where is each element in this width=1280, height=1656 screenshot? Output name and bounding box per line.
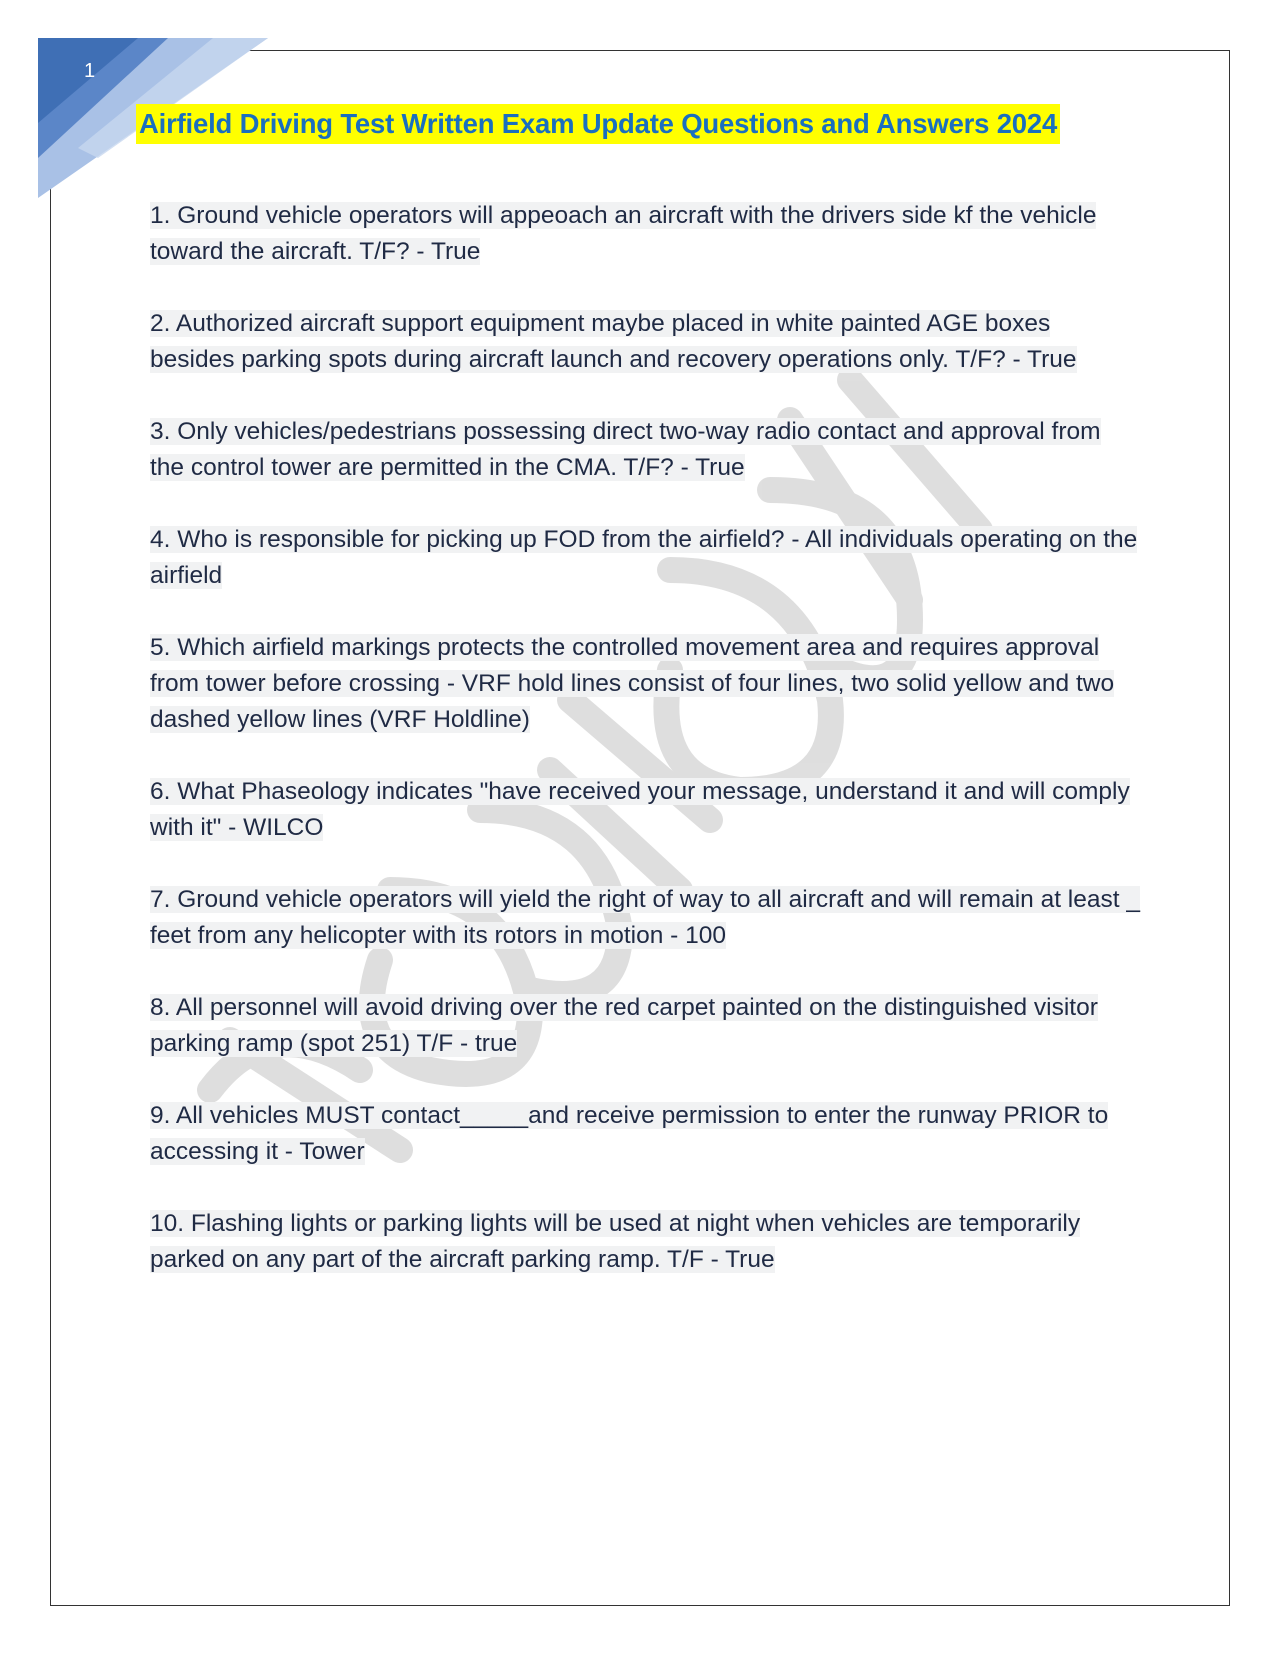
qa-item [150, 198, 1140, 270]
page-number: 1 [84, 60, 96, 82]
qa-item-text: 6. What Phaseology indicates "have received your message, understand it and will comply with it" - WILCO [150, 778, 1130, 841]
qa-item-text: 10. Flashing lights or parking lights will be used at night when vehicles are temporarily parked on any part of the aircraft parking ramp. T/F - True [150, 1210, 1081, 1273]
qa-item-text: 4. Who is responsible for picking up FOD from the airfield? - All individuals operating on the airfield [150, 526, 1138, 589]
qa-item [150, 1206, 1140, 1278]
qa-item-text: 1. Ground vehicle operators will appeoach an aircraft with the drivers side kf the vehicle toward the aircraft. T/F? - True [150, 202, 1097, 265]
qa-item [150, 306, 1140, 378]
qa-item-text: 3. Only vehicles/pedestrians possessing direct two-way radio contact and approval from the control tower are permitted in the CMA. T/F? - True [150, 418, 1101, 481]
qa-item-text: 7. Ground vehicle operators will yield the right of way to all aircraft and will remain at least _ feet from any helicopter with its rotors in motion - 100 [150, 886, 1140, 949]
qa-item [150, 630, 1140, 738]
qa-item [150, 1098, 1140, 1170]
qa-item-text: 8. All personnel will avoid driving over the red carpet painted on the distinguished visitor parking ramp (spot 251) T/F - true [150, 994, 1098, 1057]
qa-item [150, 882, 1140, 954]
qa-item [150, 990, 1140, 1062]
qa-item [150, 774, 1140, 846]
page-title: Airfield Driving Test Written Exam Update Questions and Answers 2024 [136, 104, 1060, 144]
qa-item-text: 9. All vehicles MUST contact_____and receive permission to enter the runway PRIOR to accessing it - Tower [150, 1102, 1109, 1165]
qa-list [150, 198, 1140, 1314]
qa-item-text: 2. Authorized aircraft support equipment maybe placed in white painted AGE boxes besides parking spots during aircraft launch and recovery operations only. T/F? - True [150, 310, 1077, 373]
qa-item-text: 5. Which airfield markings protects the controlled movement area and requires approval from tower before crossing - VRF hold lines consist of four lines, two solid yellow and two dashed yellow lines (VRF Holdline) [150, 634, 1115, 733]
qa-item [150, 522, 1140, 594]
qa-item [150, 414, 1140, 486]
